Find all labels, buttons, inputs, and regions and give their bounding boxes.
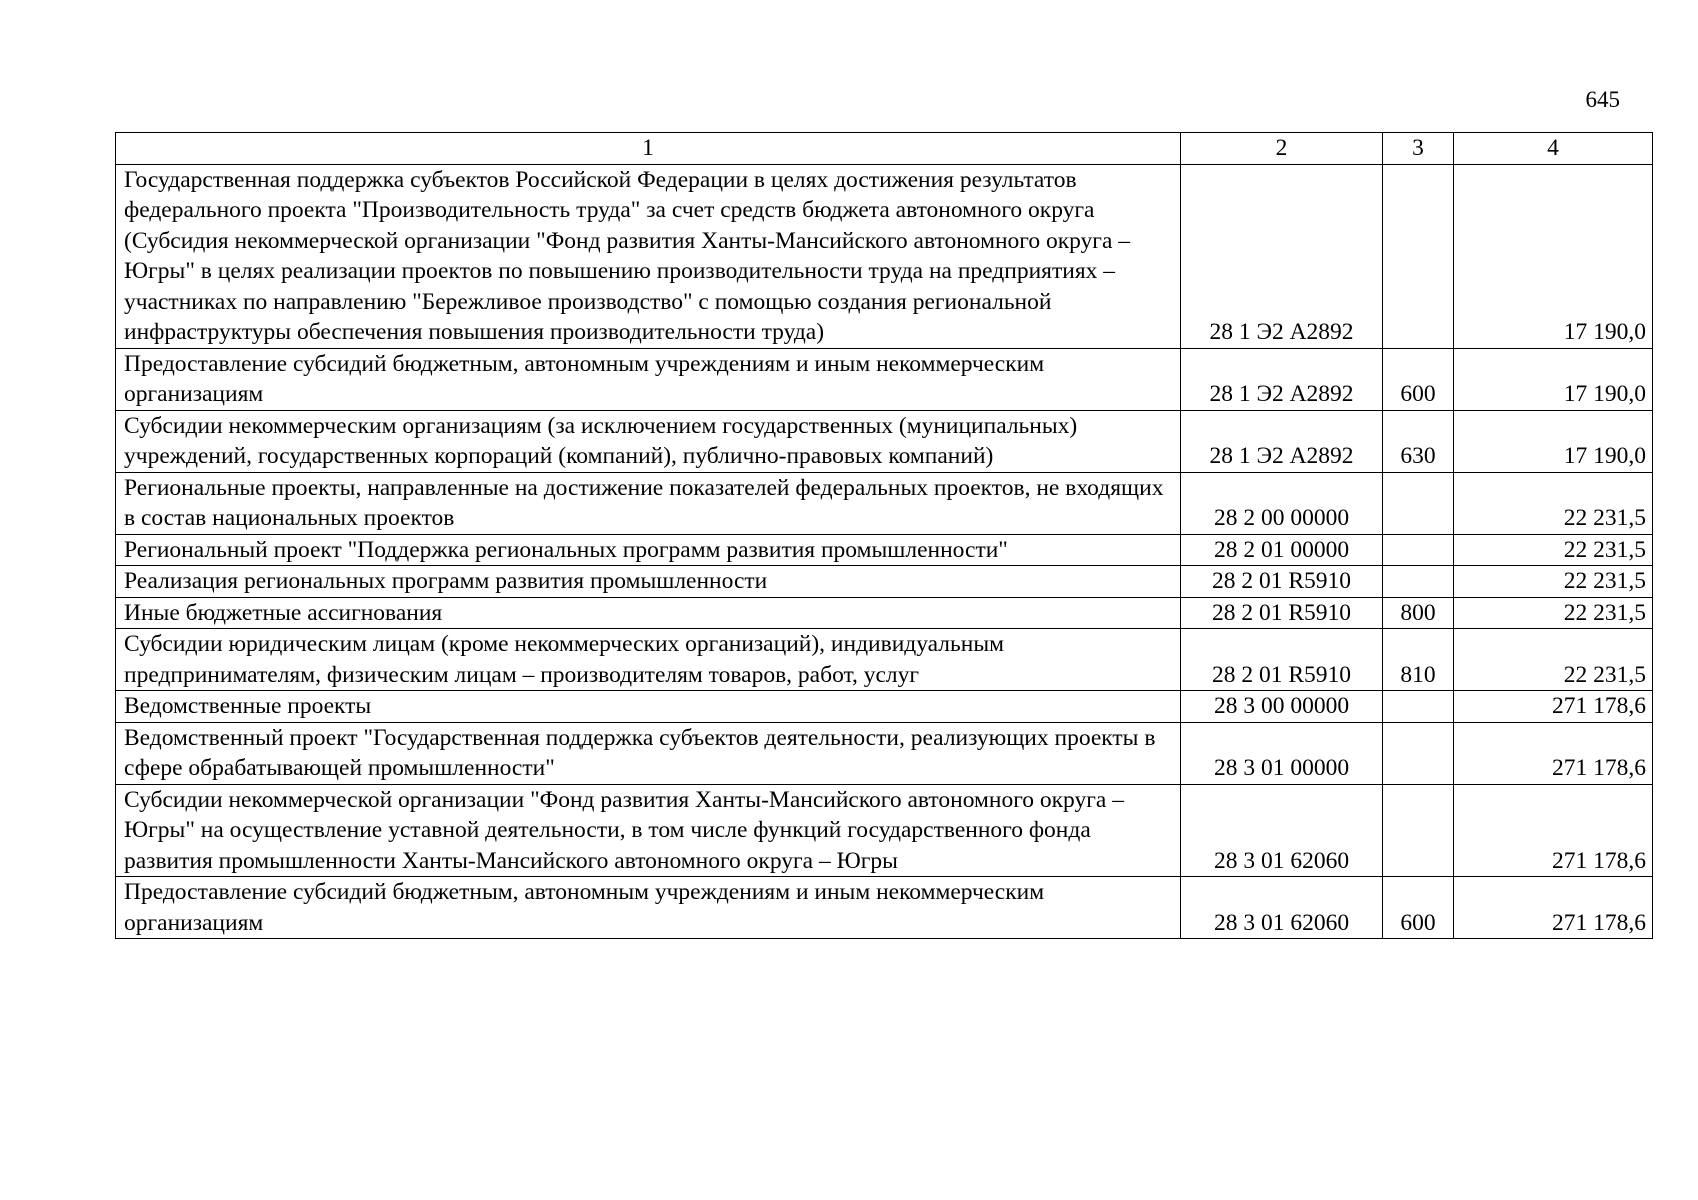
column-header-3: 3 bbox=[1383, 133, 1454, 165]
column-header-4: 4 bbox=[1454, 133, 1653, 165]
row-type-cell bbox=[1383, 722, 1454, 784]
row-name-cell: Ведомственные проекты bbox=[116, 691, 1181, 723]
row-type-cell: 600 bbox=[1383, 877, 1454, 939]
row-name-cell: Региональный проект "Поддержка региональных программ развития промышленности" bbox=[116, 534, 1181, 566]
table-row bbox=[116, 164, 1653, 348]
row-type-cell bbox=[1383, 784, 1454, 877]
row-name-cell: Субсидии некоммерческим организациям (за исключением государственных (муниципальных) учреждений, государственных корпораций (компаний), публично-правовых компаний) bbox=[116, 410, 1181, 472]
row-sum-cell: 22 231,5 bbox=[1454, 597, 1653, 629]
row-code-cell: 28 2 01 R5910 bbox=[1181, 566, 1383, 598]
row-name-cell: Государственная поддержка субъектов Российской Федерации в целях достижения результатов федерального проекта "Производительность труда" за счет средств бюджета автономного округа (Субсидия некоммерческой организации "Фонд развития Ханты-Мансийского автономного округа – Югры" в целях реализации проектов по повышению производительности труда на предприятиях – участниках по направлению "Бережливое производство" с помощью создания региональной инфраструктуры обеспечения повышения производительности труда) bbox=[116, 164, 1181, 348]
row-sum-cell: 271 178,6 bbox=[1454, 691, 1653, 723]
table-row bbox=[116, 534, 1653, 566]
row-type-cell bbox=[1383, 472, 1454, 534]
row-name-cell: Субсидии некоммерческой организации "Фонд развития Ханты-Мансийского автономного округа – Югры" на осуществление уставной деятельности, в том числе функций государственного фонда развития промышленности Ханты-Мансийского автономного округа – Югры bbox=[116, 784, 1181, 877]
row-code-cell: 28 1 Э2 А2892 bbox=[1181, 164, 1383, 348]
row-sum-cell: 22 231,5 bbox=[1454, 629, 1653, 691]
row-code-cell: 28 2 01 R5910 bbox=[1181, 629, 1383, 691]
table-row bbox=[116, 784, 1653, 877]
table-row bbox=[116, 722, 1653, 784]
table-header-row bbox=[116, 133, 1653, 165]
row-type-cell: 800 bbox=[1383, 597, 1454, 629]
row-code-cell: 28 3 01 00000 bbox=[1181, 722, 1383, 784]
budget-table bbox=[115, 132, 1653, 939]
row-code-cell: 28 2 01 00000 bbox=[1181, 534, 1383, 566]
row-type-cell bbox=[1383, 566, 1454, 598]
row-name-cell: Иные бюджетные ассигнования bbox=[116, 597, 1181, 629]
row-name-cell: Предоставление субсидий бюджетным, автономным учреждениям и иным некоммерческим организациям bbox=[116, 877, 1181, 939]
row-type-cell bbox=[1383, 534, 1454, 566]
row-code-cell: 28 2 00 00000 bbox=[1181, 472, 1383, 534]
page-number: 645 bbox=[1585, 87, 1620, 112]
row-name-cell: Субсидии юридическим лицам (кроме некоммерческих организаций), индивидуальным предпринимателям, физическим лицам – производителям товаров, работ, услуг bbox=[116, 629, 1181, 691]
row-name-cell: Региональные проекты, направленные на достижение показателей федеральных проектов, не входящих в состав национальных проектов bbox=[116, 472, 1181, 534]
row-code-cell: 28 3 01 62060 bbox=[1181, 784, 1383, 877]
row-sum-cell: 17 190,0 bbox=[1454, 164, 1653, 348]
table-row bbox=[116, 877, 1653, 939]
row-type-cell bbox=[1383, 691, 1454, 723]
row-sum-cell: 22 231,5 bbox=[1454, 534, 1653, 566]
row-sum-cell: 271 178,6 bbox=[1454, 722, 1653, 784]
row-code-cell: 28 3 00 00000 bbox=[1181, 691, 1383, 723]
row-name-cell: Ведомственный проект "Государственная поддержка субъектов деятельности, реализующих проекты в сфере обрабатывающей промышленности" bbox=[116, 722, 1181, 784]
table-row bbox=[116, 691, 1653, 723]
row-code-cell: 28 2 01 R5910 bbox=[1181, 597, 1383, 629]
row-name-cell: Предоставление субсидий бюджетным, автономным учреждениям и иным некоммерческим организациям bbox=[116, 348, 1181, 410]
table-row bbox=[116, 472, 1653, 534]
row-type-cell: 600 bbox=[1383, 348, 1454, 410]
row-sum-cell: 17 190,0 bbox=[1454, 410, 1653, 472]
row-sum-cell: 271 178,6 bbox=[1454, 877, 1653, 939]
row-code-cell: 28 1 Э2 А2892 bbox=[1181, 410, 1383, 472]
row-type-cell: 810 bbox=[1383, 629, 1454, 691]
row-code-cell: 28 1 Э2 А2892 bbox=[1181, 348, 1383, 410]
row-sum-cell: 17 190,0 bbox=[1454, 348, 1653, 410]
table-row bbox=[116, 597, 1653, 629]
row-sum-cell: 22 231,5 bbox=[1454, 472, 1653, 534]
row-type-cell bbox=[1383, 164, 1454, 348]
row-type-cell: 630 bbox=[1383, 410, 1454, 472]
row-code-cell: 28 3 01 62060 bbox=[1181, 877, 1383, 939]
column-header-1: 1 bbox=[116, 133, 1181, 165]
table-row bbox=[116, 348, 1653, 410]
row-name-cell: Реализация региональных программ развития промышленности bbox=[116, 566, 1181, 598]
table-row bbox=[116, 566, 1653, 598]
row-sum-cell: 271 178,6 bbox=[1454, 784, 1653, 877]
column-header-2: 2 bbox=[1181, 133, 1383, 165]
table-row bbox=[116, 629, 1653, 691]
row-sum-cell: 22 231,5 bbox=[1454, 566, 1653, 598]
table-row bbox=[116, 410, 1653, 472]
